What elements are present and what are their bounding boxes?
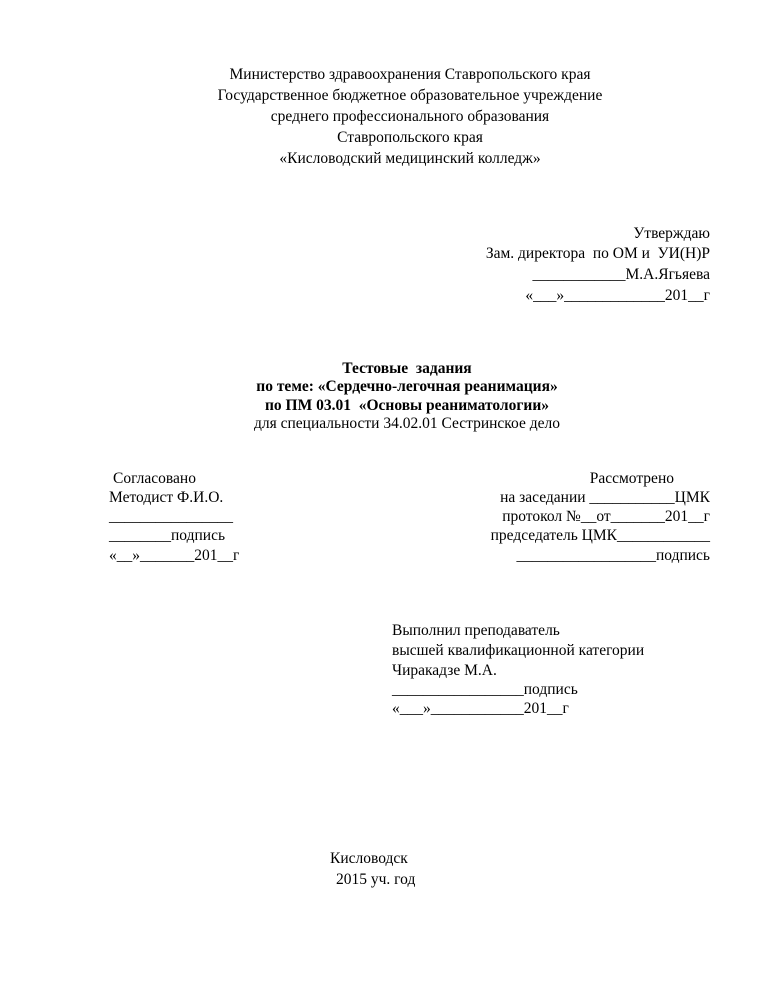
document-module: по ПМ 03.01 «Основы реаниматологии» [264,397,550,414]
college-name-line: «Кисловодский медицинский колледж» [279,150,541,167]
document-topic: по теме: «Сердечно-легочная реанимация» [256,378,558,395]
agreed-line: ________________ [109,508,233,525]
reviewed-signature: __________________подпись [516,547,710,564]
agreed-date: «__»_______201__г [109,547,240,564]
footer-year: 2015 уч. год [336,871,416,888]
agreed-role: Методист Ф.И.О. [109,489,224,506]
performer-signature: _________________подпись [392,681,578,698]
performer-date: «___»____________201__г [392,700,569,717]
document-specialty: для специальности 34.02.01 Сестринское дело [253,415,560,432]
performer-title: Выполнил преподаватель [392,622,560,639]
document-title: Тестовые задания [342,360,472,377]
reviewed-title: Рассмотрено [589,470,674,487]
reviewed-meeting: на заседании ___________ЦМК [500,489,710,506]
approve-date: «___»_____________201__г [525,287,710,304]
performer-category: высшей квалификационной категории [392,642,645,659]
reviewed-chairman: председатель ЦМК____________ [490,527,710,544]
approve-position: Зам. директора по ОМ и УИ(Н)Р [485,245,710,262]
reviewed-protocol: протокол №__от_______201__г [502,508,710,525]
approve-title: Утверждаю [633,225,710,242]
performer-name: Чиракадзе М.А. [392,662,497,679]
education-level-line: среднего профессионального образования [270,108,550,125]
region-line: Ставропольского края [337,129,483,146]
footer-city: Кисловодск [330,850,408,867]
institution-line: Государственное бюджетное образовательное учреждение [217,87,603,104]
ministry-line: Министерство здравоохранения Ставропольского края [229,66,591,83]
agreed-signature: ________подпись [109,527,226,544]
agreed-title: Согласовано [113,470,196,487]
approve-signature: ____________М.А.Ягьяева [532,266,710,283]
